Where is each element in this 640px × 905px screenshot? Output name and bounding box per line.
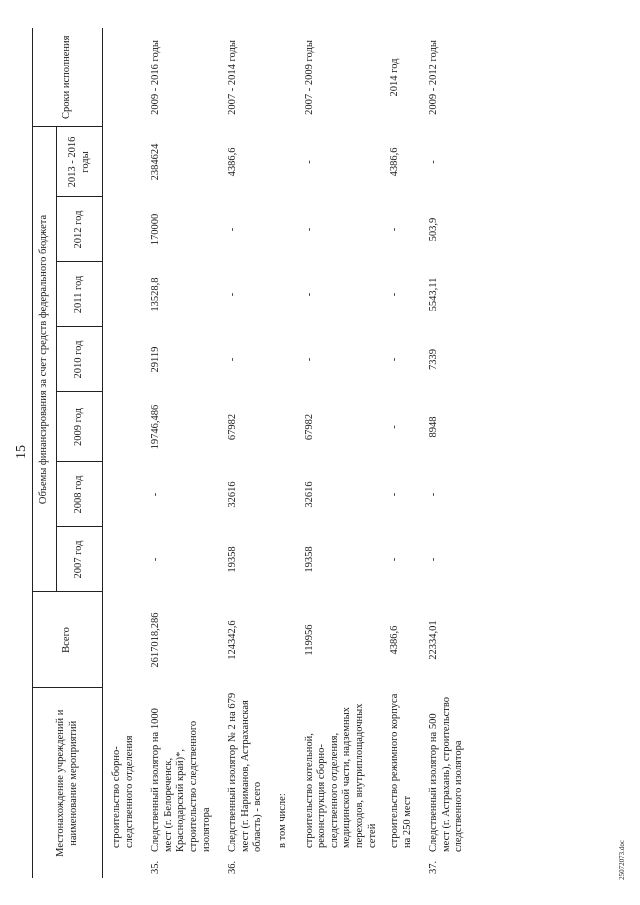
rotated-table-container [32, 28, 612, 878]
row-year-value: 7339 [428, 349, 440, 370]
row-number: 37. [428, 860, 440, 874]
row-name-cell [103, 688, 143, 878]
table-row [271, 28, 300, 878]
row-name-cell [420, 688, 472, 878]
row-year-value: - [389, 492, 401, 497]
table-row [103, 28, 143, 878]
row-year-value: - [389, 557, 401, 562]
row-name-cell [300, 688, 386, 878]
row-name-cell [142, 688, 219, 878]
row-year-value: 4386,6 [389, 147, 401, 177]
financing-table [32, 28, 472, 878]
row-total [103, 592, 143, 688]
table-row [420, 28, 472, 878]
row-year-value [103, 392, 143, 462]
header-year: 2011 год [57, 262, 103, 327]
header-name: Местонахождение учреждений и наименование мероприятий [33, 688, 103, 878]
table-body [103, 28, 473, 878]
row-year-value: - [303, 292, 315, 297]
row-year-value [103, 327, 143, 392]
row-total: 119956 [303, 624, 315, 656]
row-name: Следственный изолятор на 1000 мест (г. Белореченск, Краснодарский край)*, строительство следственного изолятора [150, 708, 212, 852]
header-year: 2012 год [57, 197, 103, 262]
row-total [271, 592, 300, 688]
row-year-value: 8948 [428, 416, 440, 438]
header-group-title: Объемы финансирования за счет средств федерального бюджета [33, 127, 57, 592]
row-year-value: 32616 [227, 481, 239, 508]
row-term: 2007 - 2009 годы [303, 40, 315, 115]
row-year-value: 19746,486 [150, 404, 162, 450]
row-year-value: 19358 [303, 546, 315, 573]
row-term [271, 28, 300, 127]
row-year-value: - [150, 557, 162, 562]
row-year-value [271, 527, 300, 592]
row-year-value [103, 462, 143, 527]
row-year-value: 19358 [227, 546, 239, 573]
row-year-value: - [389, 227, 401, 232]
row-term: 2014 год [389, 58, 401, 97]
row-year-value: 67982 [303, 413, 315, 441]
row-year-value [103, 197, 143, 262]
table-row [300, 28, 386, 878]
header-year: 2010 год [57, 327, 103, 392]
document-code: 25072073.doc [618, 840, 626, 880]
row-year-value: - [150, 492, 162, 497]
row-year-value [271, 262, 300, 327]
row-year-value [103, 527, 143, 592]
table-row [142, 28, 219, 878]
row-year-value [271, 392, 300, 462]
row-total: 124342,6 [227, 620, 239, 660]
row-name: строительство режимного корпуса на 250 мест [389, 693, 413, 848]
row-total: 2617018,286 [150, 612, 162, 668]
header-total: Всего [33, 592, 103, 688]
row-year-value: 4386,6 [227, 147, 239, 177]
row-year-value [271, 197, 300, 262]
row-name: Следственный изолятор на 500 мест (г. Астрахань), строительство следственного изолятора [428, 696, 465, 852]
row-year-value: - [389, 357, 401, 362]
header-year: 2007 год [57, 527, 103, 592]
row-name: в том числе: [276, 793, 288, 848]
page-number: 15 [14, 445, 29, 459]
row-year-value: - [389, 292, 401, 297]
header-terms: Сроки исполнения [33, 28, 103, 127]
row-year-value: 503,9 [428, 217, 440, 242]
row-year-value [271, 127, 300, 197]
row-number: 36. [227, 860, 239, 874]
row-year-value: 2384624 [150, 143, 162, 181]
row-number: 35. [150, 860, 162, 874]
row-year-value: - [389, 425, 401, 429]
row-name: Следственный изолятор № 2 на 679 мест (г. Нариманов, Астраханская область) - всего [227, 692, 264, 852]
row-year-value: - [227, 292, 239, 297]
row-year-value: 170000 [150, 213, 162, 246]
row-year-value: 29119 [150, 346, 162, 373]
row-year-value: - [303, 160, 315, 164]
row-term [103, 28, 143, 127]
row-year-value: - [428, 492, 440, 497]
row-year-value: - [227, 357, 239, 362]
row-year-value: - [303, 227, 315, 232]
row-year-value: 67982 [227, 413, 239, 441]
row-year-value: - [227, 227, 239, 232]
table-row [385, 28, 420, 878]
row-term: 2009 - 2016 годы [150, 40, 162, 115]
row-year-value: - [428, 557, 440, 562]
table-header [33, 28, 103, 878]
row-term: 2007 - 2014 годы [227, 40, 239, 115]
row-year-value [103, 262, 143, 327]
row-year-value: 32616 [303, 481, 315, 508]
row-total: 22334,01 [428, 620, 440, 660]
row-year-value: - [303, 357, 315, 362]
row-total: 4386,6 [389, 625, 401, 655]
row-term: 2009 - 2012 годы [428, 40, 440, 115]
header-year: 2013 - 2016 годы [57, 127, 103, 197]
row-year-value: - [428, 160, 440, 164]
table-row [219, 28, 271, 878]
row-year-value [271, 327, 300, 392]
header-year: 2009 год [57, 392, 103, 462]
row-name-cell [385, 688, 420, 878]
row-year-value: 5543,11 [428, 277, 440, 312]
row-name: строительство сборно-следственного отделения [111, 735, 135, 848]
row-name-cell [219, 688, 271, 878]
row-name-cell [271, 688, 300, 878]
row-year-value [271, 462, 300, 527]
row-year-value: 13528,8 [150, 277, 162, 312]
row-year-value [103, 127, 143, 197]
row-name: строительство котельной, реконструкция сборно-следственного отделения, медицинской части, надземных переходов, внутриплощадочных сетей [303, 703, 378, 848]
header-year: 2008 год [57, 462, 103, 527]
